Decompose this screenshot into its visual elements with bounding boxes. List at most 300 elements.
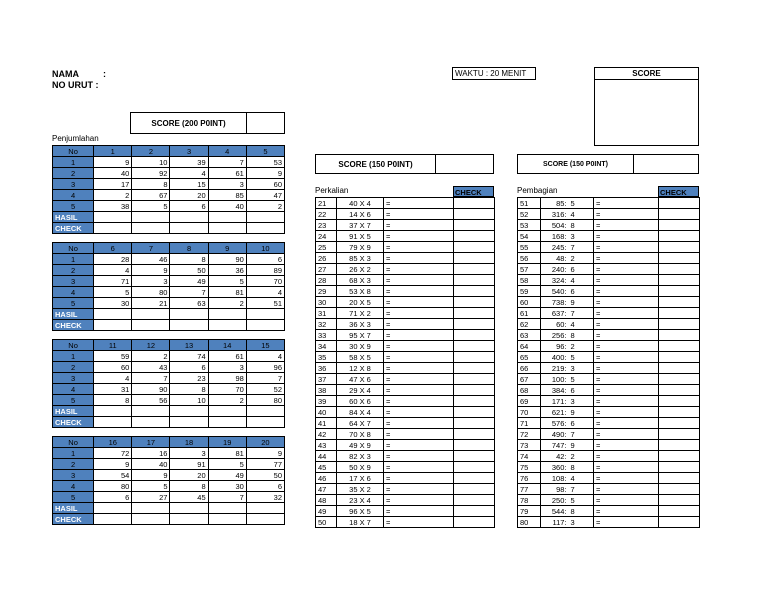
- cell-value: 43: [132, 362, 170, 373]
- answer-cell[interactable]: =: [384, 462, 454, 473]
- answer-cell[interactable]: =: [594, 473, 659, 484]
- division-row: [518, 396, 700, 407]
- division-row: [518, 352, 700, 363]
- answer-cell[interactable]: =: [384, 517, 454, 528]
- cell-value: 23: [170, 373, 208, 384]
- dividend: 637:: [541, 308, 569, 319]
- check-cell[interactable]: [454, 462, 495, 473]
- answer-cell[interactable]: =: [384, 352, 454, 363]
- answer-cell[interactable]: [132, 212, 170, 223]
- check-cell[interactable]: [659, 385, 700, 396]
- score-value-box[interactable]: [594, 79, 699, 146]
- table-row: [53, 168, 285, 179]
- answer-cell[interactable]: [246, 309, 284, 320]
- answer-cell[interactable]: [94, 514, 132, 525]
- problem-number: 41: [316, 418, 337, 429]
- problem-expression: 60 X 6: [337, 396, 384, 407]
- answer-cell[interactable]: =: [594, 231, 659, 242]
- answer-cell[interactable]: =: [384, 396, 454, 407]
- check-cell[interactable]: [454, 319, 495, 330]
- answer-cell[interactable]: =: [594, 484, 659, 495]
- division-row: [518, 407, 700, 418]
- check-cell[interactable]: [659, 418, 700, 429]
- check-cell[interactable]: [659, 363, 700, 374]
- answer-cell[interactable]: [94, 417, 132, 428]
- dividend: 504:: [541, 220, 569, 231]
- check-cell[interactable]: [454, 286, 495, 297]
- row-number: 1: [53, 254, 94, 265]
- check-label: CHECK: [53, 223, 94, 234]
- check-cell[interactable]: [659, 253, 700, 264]
- answer-cell[interactable]: =: [384, 330, 454, 341]
- answer-cell[interactable]: =: [384, 209, 454, 220]
- divisor: 6: [569, 385, 594, 396]
- divisor: 2: [569, 341, 594, 352]
- problem-number: 52: [518, 209, 541, 220]
- problem-expression: 96 X 5: [337, 506, 384, 517]
- check-cell[interactable]: [454, 275, 495, 286]
- check-cell[interactable]: [454, 407, 495, 418]
- answer-cell[interactable]: =: [594, 297, 659, 308]
- answer-cell[interactable]: [246, 406, 284, 417]
- cell-value: 32: [246, 492, 284, 503]
- answer-cell[interactable]: =: [384, 275, 454, 286]
- division-row: [518, 297, 700, 308]
- problem-number: 57: [518, 264, 541, 275]
- problem-number: 37: [316, 374, 337, 385]
- addition-score-value[interactable]: [246, 112, 285, 134]
- problem-number: 28: [316, 275, 337, 286]
- cell-value: 9: [246, 448, 284, 459]
- answer-cell[interactable]: =: [384, 495, 454, 506]
- problem-number: 40: [316, 407, 337, 418]
- divisor: 9: [569, 440, 594, 451]
- answer-cell[interactable]: =: [384, 220, 454, 231]
- division-row: [518, 385, 700, 396]
- check-cell[interactable]: [454, 308, 495, 319]
- row-number: 2: [53, 362, 94, 373]
- check-label: CHECK: [53, 514, 94, 525]
- multiplication-score-value[interactable]: [435, 154, 494, 174]
- row-number: 5: [53, 395, 94, 406]
- row-number: 4: [53, 384, 94, 395]
- addition-score-label: SCORE (200 P0INT): [130, 112, 247, 134]
- problem-number: 56: [518, 253, 541, 264]
- answer-cell[interactable]: =: [384, 297, 454, 308]
- problem-expression: 23 X 4: [337, 495, 384, 506]
- check-cell[interactable]: [659, 330, 700, 341]
- answer-cell[interactable]: =: [594, 319, 659, 330]
- answer-cell[interactable]: [208, 514, 246, 525]
- check-cell[interactable]: [659, 429, 700, 440]
- check-cell[interactable]: [454, 396, 495, 407]
- cell-value: 4: [170, 168, 208, 179]
- answer-cell[interactable]: =: [384, 484, 454, 495]
- no-header: No: [53, 146, 94, 157]
- answer-cell[interactable]: [132, 417, 170, 428]
- answer-cell[interactable]: =: [384, 242, 454, 253]
- check-cell[interactable]: [454, 341, 495, 352]
- check-cell[interactable]: [454, 363, 495, 374]
- answer-cell[interactable]: [170, 309, 208, 320]
- check-cell[interactable]: [659, 374, 700, 385]
- answer-cell[interactable]: [170, 503, 208, 514]
- answer-cell[interactable]: =: [594, 308, 659, 319]
- check-label: CHECK: [53, 417, 94, 428]
- check-cell[interactable]: [454, 220, 495, 231]
- check-cell[interactable]: [454, 264, 495, 275]
- divisor: 8: [569, 506, 594, 517]
- answer-cell[interactable]: =: [594, 352, 659, 363]
- column-header: 19: [208, 437, 246, 448]
- check-cell[interactable]: [659, 286, 700, 297]
- no-header: No: [53, 437, 94, 448]
- check-cell[interactable]: [454, 429, 495, 440]
- answer-cell[interactable]: [208, 223, 246, 234]
- row-number: 5: [53, 298, 94, 309]
- cell-value: 98: [208, 373, 246, 384]
- answer-cell[interactable]: =: [384, 451, 454, 462]
- answer-cell[interactable]: =: [594, 341, 659, 352]
- dividend: 490:: [541, 429, 569, 440]
- row-number: 4: [53, 190, 94, 201]
- cell-value: 52: [246, 384, 284, 395]
- problem-number: 26: [316, 253, 337, 264]
- problem-number: 59: [518, 286, 541, 297]
- multiplication-row: [316, 495, 495, 506]
- problem-expression: 49 X 9: [337, 440, 384, 451]
- check-cell[interactable]: [659, 242, 700, 253]
- check-cell[interactable]: [454, 297, 495, 308]
- multiplication-row: [316, 231, 495, 242]
- answer-cell[interactable]: =: [384, 363, 454, 374]
- answer-cell[interactable]: =: [594, 286, 659, 297]
- answer-cell[interactable]: [208, 320, 246, 331]
- problem-expression: 29 X 4: [337, 385, 384, 396]
- answer-cell[interactable]: [246, 503, 284, 514]
- dividend: 316:: [541, 209, 569, 220]
- answer-cell[interactable]: [170, 212, 208, 223]
- divisor: 7: [569, 242, 594, 253]
- answer-cell[interactable]: =: [594, 418, 659, 429]
- answer-cell[interactable]: [132, 320, 170, 331]
- hasil-label: HASIL: [53, 309, 94, 320]
- column-header: 10: [246, 243, 284, 254]
- problem-expression: 53 X 8: [337, 286, 384, 297]
- check-cell[interactable]: [659, 198, 700, 209]
- answer-cell[interactable]: =: [594, 363, 659, 374]
- cell-value: 20: [170, 470, 208, 481]
- answer-cell[interactable]: [94, 406, 132, 417]
- check-cell[interactable]: [659, 506, 700, 517]
- check-cell[interactable]: [659, 275, 700, 286]
- row-number: 5: [53, 492, 94, 503]
- answer-cell[interactable]: =: [384, 308, 454, 319]
- column-header: 1: [94, 146, 132, 157]
- answer-cell[interactable]: [132, 503, 170, 514]
- check-cell[interactable]: [454, 484, 495, 495]
- check-cell[interactable]: [659, 352, 700, 363]
- answer-cell[interactable]: [208, 417, 246, 428]
- answer-cell[interactable]: =: [594, 242, 659, 253]
- problem-expression: 70 X 8: [337, 429, 384, 440]
- check-cell[interactable]: [659, 484, 700, 495]
- problem-expression: 95 X 7: [337, 330, 384, 341]
- column-header: 3: [170, 146, 208, 157]
- cell-value: 96: [246, 362, 284, 373]
- cell-value: 74: [170, 351, 208, 362]
- answer-cell[interactable]: [170, 406, 208, 417]
- answer-cell[interactable]: [246, 417, 284, 428]
- cell-value: 27: [132, 492, 170, 503]
- answer-cell[interactable]: [132, 223, 170, 234]
- multiplication-row: [316, 264, 495, 275]
- answer-cell[interactable]: =: [384, 473, 454, 484]
- check-cell[interactable]: [454, 374, 495, 385]
- divisor: 7: [569, 308, 594, 319]
- cell-value: 61: [208, 351, 246, 362]
- check-cell[interactable]: [454, 418, 495, 429]
- dividend: 96:: [541, 341, 569, 352]
- addition-block: [52, 242, 285, 331]
- check-cell[interactable]: [659, 517, 700, 528]
- column-header: 11: [94, 340, 132, 351]
- answer-cell[interactable]: =: [594, 264, 659, 275]
- check-cell[interactable]: [454, 198, 495, 209]
- answer-cell[interactable]: [170, 514, 208, 525]
- answer-cell[interactable]: =: [384, 286, 454, 297]
- table-row: [53, 459, 285, 470]
- problem-expression: 68 X 3: [337, 275, 384, 286]
- cell-value: 4: [246, 287, 284, 298]
- dividend: 621:: [541, 407, 569, 418]
- answer-cell[interactable]: =: [384, 506, 454, 517]
- answer-cell[interactable]: [132, 309, 170, 320]
- dividend: 117:: [541, 517, 569, 528]
- check-cell[interactable]: [659, 319, 700, 330]
- check-cell[interactable]: [659, 209, 700, 220]
- problem-number: 25: [316, 242, 337, 253]
- multiplication-table: [315, 197, 495, 528]
- cell-value: 9: [132, 265, 170, 276]
- answer-cell[interactable]: [170, 417, 208, 428]
- cell-value: 28: [94, 254, 132, 265]
- problem-expression: 82 X 3: [337, 451, 384, 462]
- cell-value: 9: [94, 459, 132, 470]
- multiplication-row: [316, 517, 495, 528]
- divisor: 9: [569, 297, 594, 308]
- answer-cell[interactable]: =: [384, 319, 454, 330]
- table-row: [53, 448, 285, 459]
- answer-cell[interactable]: =: [384, 429, 454, 440]
- check-cell[interactable]: [659, 451, 700, 462]
- check-cell[interactable]: [659, 297, 700, 308]
- answer-cell[interactable]: =: [384, 374, 454, 385]
- answer-cell[interactable]: [246, 320, 284, 331]
- check-cell[interactable]: [659, 462, 700, 473]
- answer-cell[interactable]: =: [384, 198, 454, 209]
- cell-value: 51: [246, 298, 284, 309]
- cell-value: 47: [246, 190, 284, 201]
- cell-value: 49: [208, 470, 246, 481]
- answer-cell[interactable]: =: [594, 275, 659, 286]
- check-cell[interactable]: [659, 264, 700, 275]
- check-cell[interactable]: [454, 495, 495, 506]
- dividend: 240:: [541, 264, 569, 275]
- problem-number: 33: [316, 330, 337, 341]
- answer-cell[interactable]: =: [594, 198, 659, 209]
- problem-expression: 71 X 2: [337, 308, 384, 319]
- addition-header-row: [53, 437, 285, 448]
- dividend: 98:: [541, 484, 569, 495]
- dividend: 168:: [541, 231, 569, 242]
- division-row: [518, 341, 700, 352]
- answer-cell[interactable]: =: [594, 451, 659, 462]
- check-cell[interactable]: [454, 330, 495, 341]
- check-cell[interactable]: [454, 517, 495, 528]
- addition-header-row: [53, 340, 285, 351]
- divisor: 4: [569, 209, 594, 220]
- answer-cell[interactable]: [170, 223, 208, 234]
- check-row: [53, 223, 285, 234]
- answer-cell[interactable]: =: [384, 440, 454, 451]
- problem-expression: 37 X 7: [337, 220, 384, 231]
- check-cell[interactable]: [454, 473, 495, 484]
- check-cell[interactable]: [454, 352, 495, 363]
- answer-cell[interactable]: =: [594, 495, 659, 506]
- cell-value: 60: [94, 362, 132, 373]
- answer-cell[interactable]: =: [384, 418, 454, 429]
- check-cell[interactable]: [454, 440, 495, 451]
- problem-number: 67: [518, 374, 541, 385]
- answer-cell[interactable]: =: [384, 253, 454, 264]
- answer-cell[interactable]: =: [594, 440, 659, 451]
- division-score-value[interactable]: [633, 154, 699, 174]
- answer-cell[interactable]: =: [594, 429, 659, 440]
- answer-cell[interactable]: [208, 212, 246, 223]
- answer-cell[interactable]: =: [594, 330, 659, 341]
- answer-cell[interactable]: =: [384, 231, 454, 242]
- answer-cell[interactable]: [246, 514, 284, 525]
- table-row: [53, 157, 285, 168]
- table-row: [53, 254, 285, 265]
- cell-value: 90: [208, 254, 246, 265]
- check-cell[interactable]: [659, 440, 700, 451]
- answer-cell[interactable]: [94, 503, 132, 514]
- answer-cell[interactable]: =: [594, 407, 659, 418]
- answer-cell[interactable]: =: [384, 264, 454, 275]
- problem-number: 35: [316, 352, 337, 363]
- divisor: 9: [569, 407, 594, 418]
- cell-value: 9: [132, 470, 170, 481]
- cell-value: 49: [170, 276, 208, 287]
- check-cell[interactable]: [659, 308, 700, 319]
- answer-cell[interactable]: [132, 406, 170, 417]
- cell-value: 15: [170, 179, 208, 190]
- dividend: 360:: [541, 462, 569, 473]
- answer-cell[interactable]: [246, 223, 284, 234]
- cell-value: 3: [208, 362, 246, 373]
- divisor: 8: [569, 462, 594, 473]
- multiplication-row: [316, 385, 495, 396]
- answer-cell[interactable]: =: [594, 506, 659, 517]
- answer-cell[interactable]: [246, 212, 284, 223]
- answer-cell[interactable]: =: [594, 385, 659, 396]
- division-row: [518, 462, 700, 473]
- problem-expression: 18 X 7: [337, 517, 384, 528]
- check-cell[interactable]: [659, 396, 700, 407]
- check-cell[interactable]: [454, 385, 495, 396]
- check-cell[interactable]: [659, 220, 700, 231]
- cell-value: 3: [170, 448, 208, 459]
- check-cell[interactable]: [454, 231, 495, 242]
- check-cell[interactable]: [454, 242, 495, 253]
- problem-number: 71: [518, 418, 541, 429]
- answer-cell[interactable]: =: [594, 220, 659, 231]
- column-header: 2: [132, 146, 170, 157]
- answer-cell[interactable]: =: [384, 407, 454, 418]
- check-cell[interactable]: [659, 231, 700, 242]
- cell-value: 17: [94, 179, 132, 190]
- problem-number: 55: [518, 242, 541, 253]
- check-cell[interactable]: [454, 506, 495, 517]
- answer-cell[interactable]: [94, 320, 132, 331]
- addition-block: [52, 436, 285, 525]
- answer-cell[interactable]: [208, 406, 246, 417]
- answer-cell[interactable]: =: [594, 396, 659, 407]
- problem-number: 64: [518, 341, 541, 352]
- column-header: 17: [132, 437, 170, 448]
- answer-cell[interactable]: =: [384, 341, 454, 352]
- check-cell[interactable]: [454, 209, 495, 220]
- multiplication-row: [316, 462, 495, 473]
- division-row: [518, 517, 700, 528]
- answer-cell[interactable]: [94, 223, 132, 234]
- answer-cell[interactable]: [208, 309, 246, 320]
- answer-cell[interactable]: [94, 309, 132, 320]
- multiplication-row: [316, 253, 495, 264]
- check-cell[interactable]: [659, 495, 700, 506]
- cell-value: 91: [170, 459, 208, 470]
- cell-value: 81: [208, 287, 246, 298]
- row-number: 1: [53, 448, 94, 459]
- cell-value: 6: [246, 481, 284, 492]
- answer-cell[interactable]: =: [594, 517, 659, 528]
- check-cell[interactable]: [659, 407, 700, 418]
- answer-cell[interactable]: =: [384, 385, 454, 396]
- cell-value: 71: [94, 276, 132, 287]
- column-header: 15: [246, 340, 284, 351]
- answer-cell[interactable]: [94, 212, 132, 223]
- check-cell[interactable]: [454, 253, 495, 264]
- cell-value: 10: [132, 157, 170, 168]
- division-row: [518, 451, 700, 462]
- division-row: [518, 198, 700, 209]
- check-cell[interactable]: [454, 451, 495, 462]
- answer-cell[interactable]: [208, 503, 246, 514]
- answer-cell[interactable]: [132, 514, 170, 525]
- answer-cell[interactable]: =: [594, 253, 659, 264]
- check-cell[interactable]: [659, 341, 700, 352]
- answer-cell[interactable]: =: [594, 374, 659, 385]
- answer-cell[interactable]: =: [594, 209, 659, 220]
- check-cell[interactable]: [659, 473, 700, 484]
- cell-value: 30: [94, 298, 132, 309]
- division-row: [518, 319, 700, 330]
- answer-cell[interactable]: [170, 320, 208, 331]
- answer-cell[interactable]: =: [594, 462, 659, 473]
- table-row: [53, 481, 285, 492]
